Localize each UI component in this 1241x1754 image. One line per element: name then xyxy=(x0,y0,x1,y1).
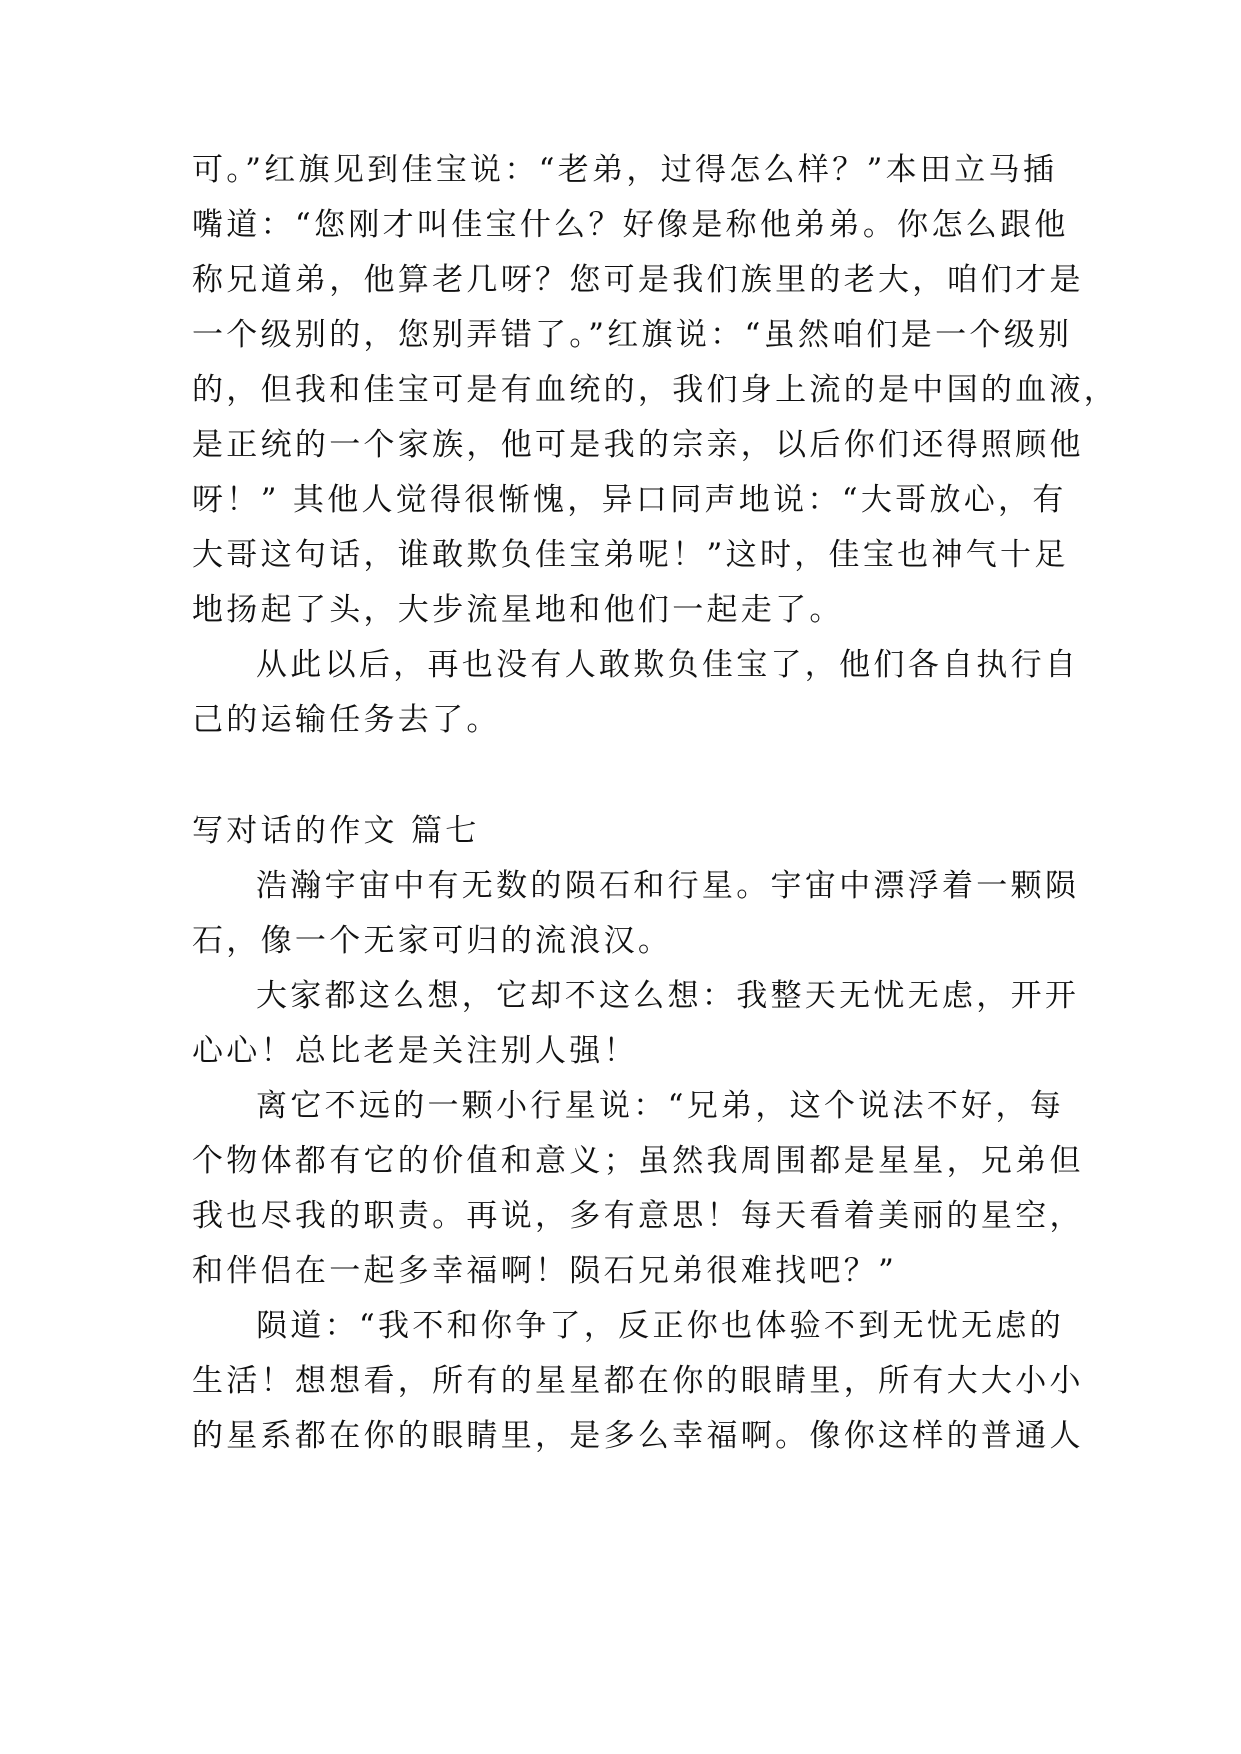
text-line: 心心！总比老是关注别人强！ xyxy=(192,1033,638,1069)
text-line: 我也尽我的职责。再说，多有意思！每天看着美丽的星空， xyxy=(192,1198,1084,1234)
paragraph-start-line: 离它不远的一颗小行星说：“兄弟，这个说法不好，每 xyxy=(256,1088,1065,1124)
text-line: 称兄道弟，他算老几呀？您可是我们族里的老大，咱们才是 xyxy=(192,262,1084,298)
text-line: 呀！” 其他人觉得很惭愧，异口同声地说：“大哥放心，有 xyxy=(192,482,1067,518)
text-line: 嘴道：“您刚才叫佳宝什么？好像是称他弟弟。你怎么跟他 xyxy=(192,207,1069,243)
text-line: 己的运输任务去了。 xyxy=(192,702,501,738)
text-line: 是正统的一个家族，他可是我的宗亲，以后你们还得照顾他 xyxy=(192,427,1084,463)
text-line: 生活！想想看，所有的星星都在你的眼睛里，所有大大小小 xyxy=(192,1363,1084,1399)
text-line: 的，但我和佳宝可是有血统的，我们身上流的是中国的血液， xyxy=(192,372,1119,408)
text-line: 个物体都有它的价值和意义；虽然我周围都是星星，兄弟但 xyxy=(192,1143,1084,1179)
paragraph-start-line: 浩瀚宇宙中有无数的陨石和行星。宇宙中漂浮着一颗陨 xyxy=(256,868,1080,904)
text-line: 可。”红旗见到佳宝说：“老弟，过得怎么样？”本田立马插 xyxy=(192,152,1058,188)
text-line: 地扬起了头，大步流星地和他们一起走了。 xyxy=(192,592,844,628)
section-heading: 写对话的作文 篇七 xyxy=(192,813,480,849)
paragraph-start-line: 陨道：“我不和你争了，反正你也体验不到无忧无虑的 xyxy=(256,1308,1065,1344)
paragraph-start-line: 大家都这么想，它却不这么想：我整天无忧无虑，开开 xyxy=(256,978,1080,1014)
text-line: 大哥这句话，谁敢欺负佳宝弟呢！”这时，佳宝也神气十足 xyxy=(192,537,1069,573)
paragraph-start-line: 从此以后，再也没有人敢欺负佳宝了，他们各自执行自 xyxy=(256,647,1080,683)
text-line: 石，像一个无家可归的流浪汉。 xyxy=(192,923,673,959)
text-line: 和伴侣在一起多幸福啊！陨石兄弟很难找吧？” xyxy=(192,1253,898,1289)
text-line: 一个级别的，您别弄错了。”红旗说：“虽然咱们是一个级别 xyxy=(192,317,1073,353)
text-line: 的星系都在你的眼睛里，是多么幸福啊。像你这样的普通人 xyxy=(192,1418,1084,1454)
